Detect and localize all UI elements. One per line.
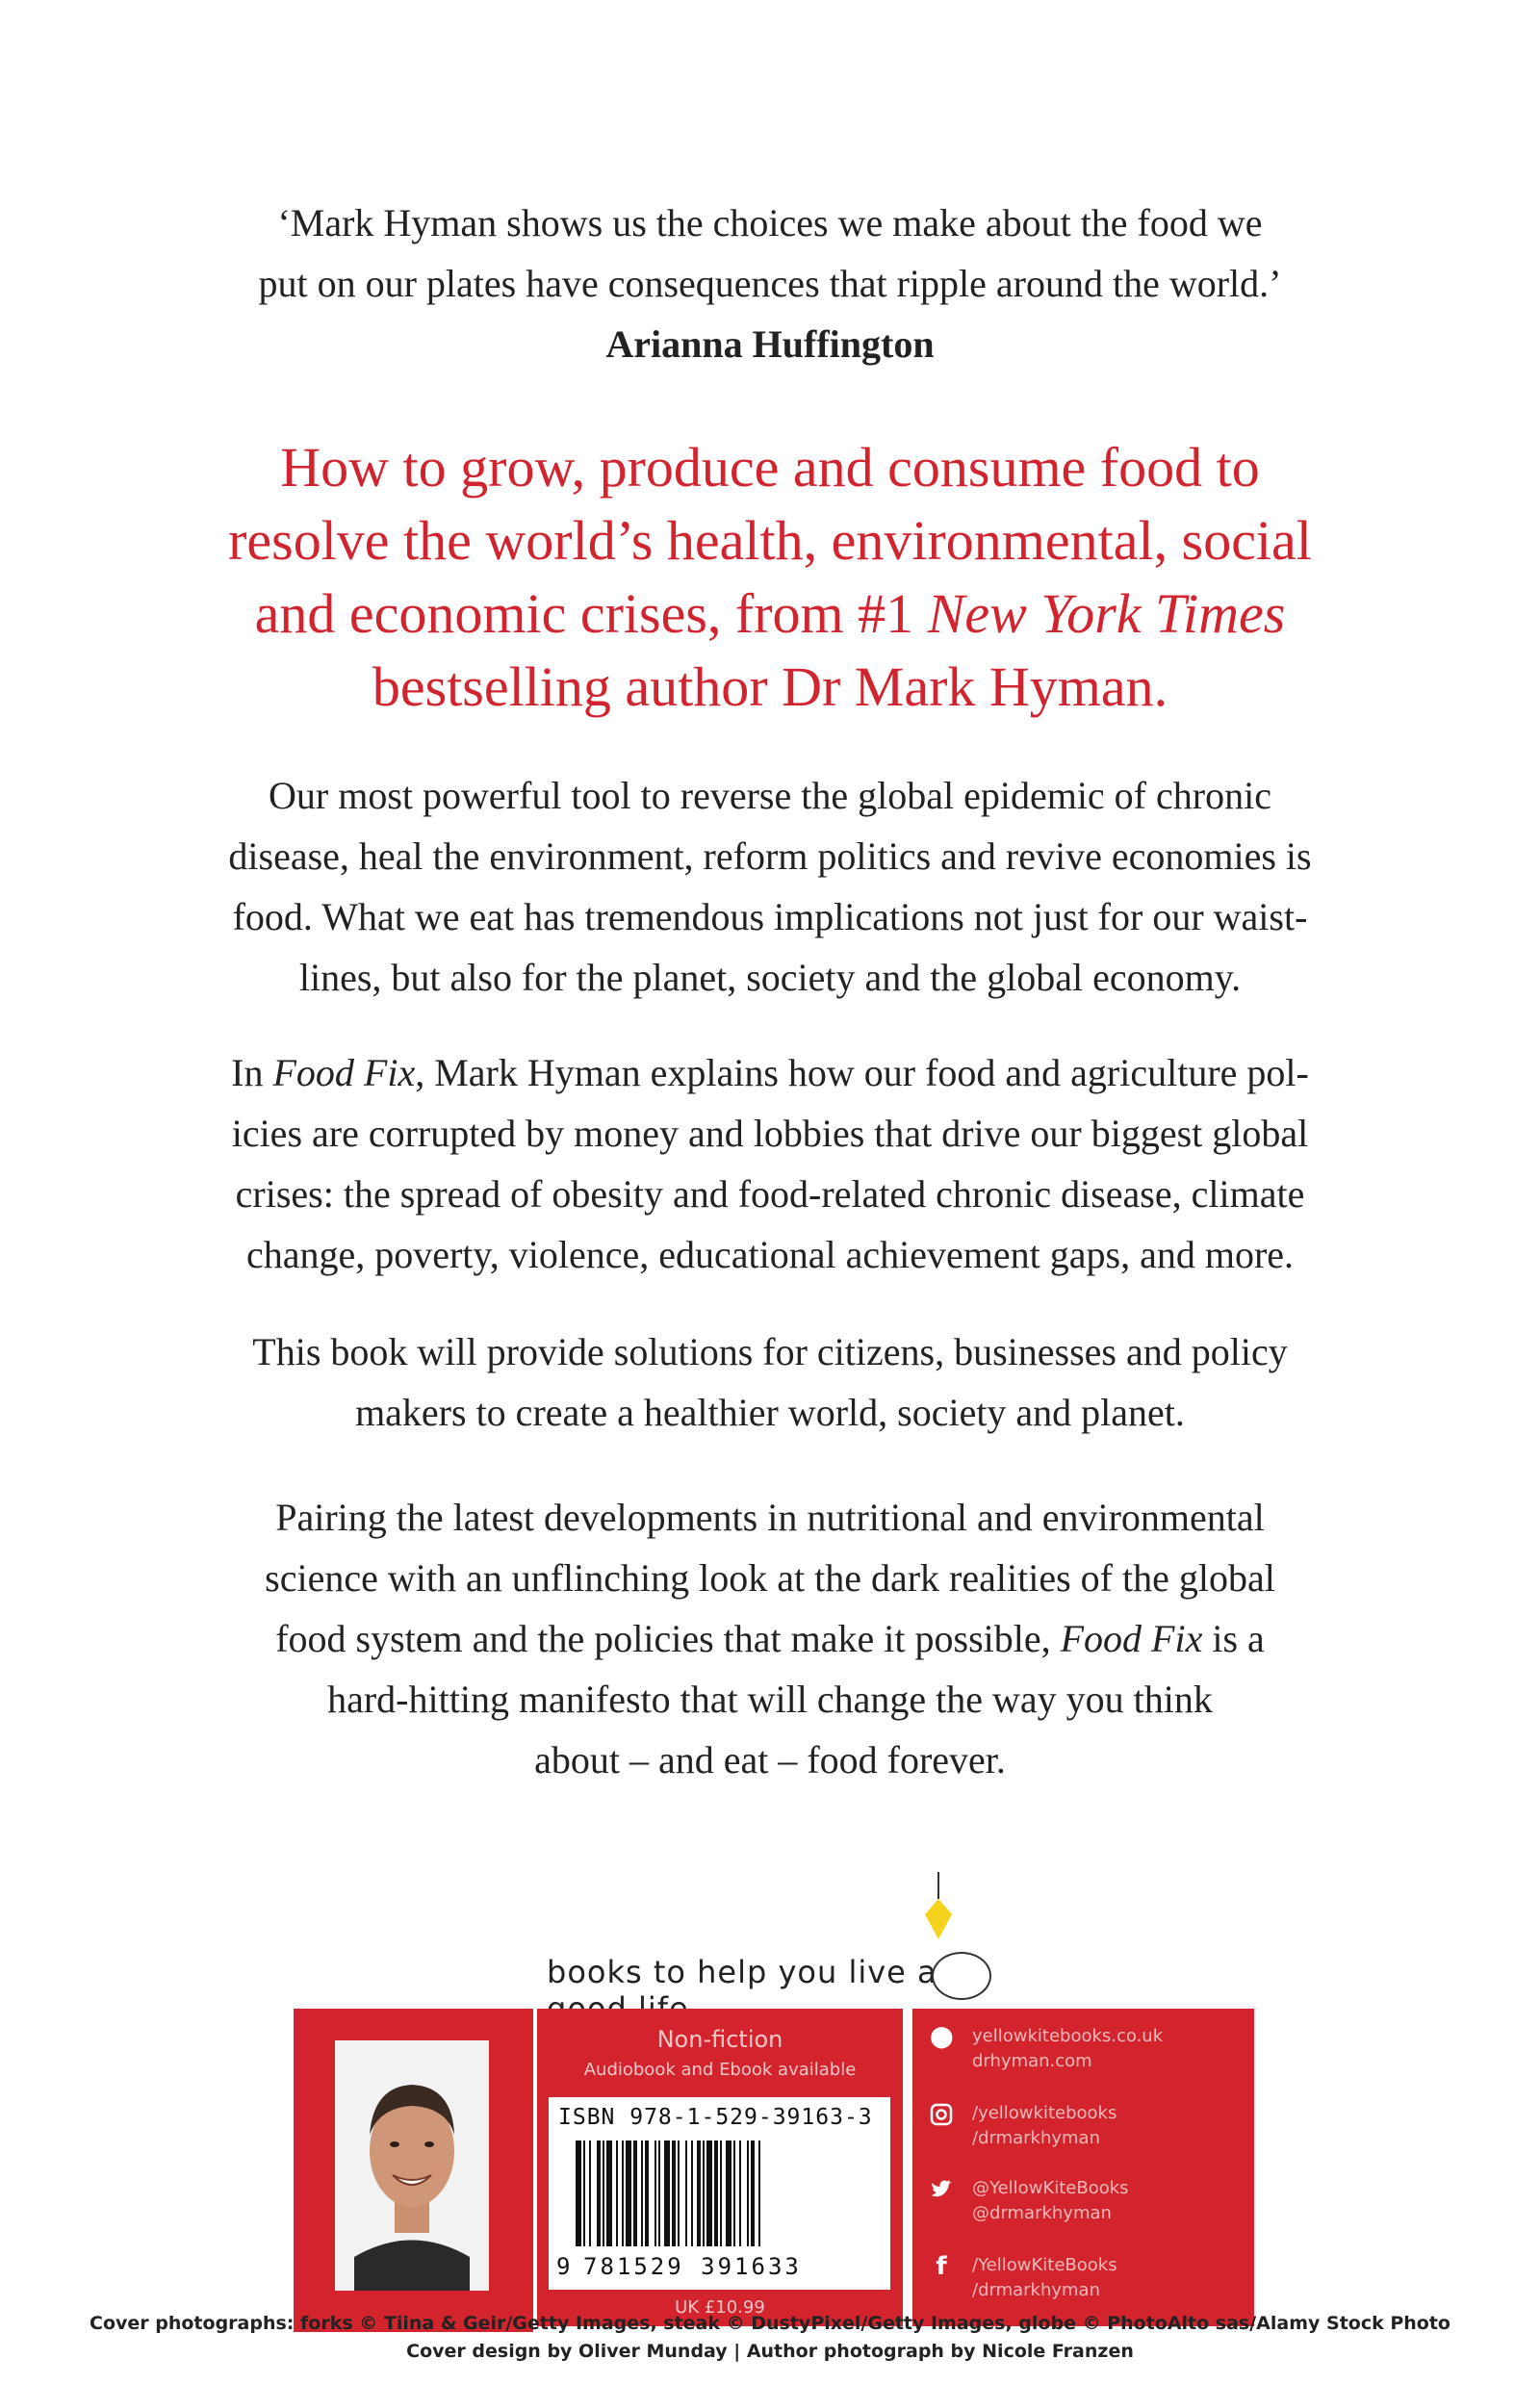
tagline-line: bestselling author Dr Mark Hyman.: [372, 655, 1168, 718]
social-line: @YellowKiteBooks: [972, 2178, 1129, 2198]
social-panel: [912, 2009, 1254, 2326]
blurb-line: icies are corrupted by money and lobbies that drive our biggest global: [231, 1112, 1309, 1155]
blurb-text: , Mark Hyman explains how our food and agriculture pol-: [415, 1051, 1309, 1094]
barcode-first-digit: 9: [556, 2253, 571, 2280]
publisher-slogan: books to help you live a: [547, 1954, 937, 1990]
tagline-text: and economic crises, from #1: [254, 582, 928, 645]
blurb-paragraph-4: [154, 1487, 1386, 1790]
author-photo-frame: [294, 2009, 533, 2332]
social-line: @drmarkhyman: [972, 2203, 1112, 2223]
price-label: UK £10.99: [675, 2297, 765, 2318]
cover-credits: [0, 2310, 1540, 2366]
blurb-line: makers to create a healthier world, society and planet.: [355, 1391, 1185, 1434]
blurb-line: Our most powerful tool to reverse the global epidemic of chronic: [269, 774, 1271, 817]
blurb-line: change, poverty, violence, educational achievement gaps, and more.: [245, 1233, 1295, 1276]
social-line: drhyman.com: [972, 2051, 1092, 2071]
social-line: /yellowkitebooks: [972, 2103, 1117, 2123]
blurb-line: This book will provide solutions for citizens, businesses and policy: [252, 1330, 1288, 1373]
endorsement-quote: [144, 192, 1396, 374]
genre-label: Non-fiction: [656, 2026, 783, 2053]
blurb-line: [154, 1042, 1386, 1103]
blurb-paragraph-1: [154, 765, 1386, 1008]
blurb-line: hard-hitting manifesto that will change the way you think: [327, 1678, 1213, 1721]
isbn-label: ISBN 978-1-529-39163-3: [558, 2105, 873, 2130]
tagline-line: resolve the world’s health, environmental, social: [228, 509, 1312, 572]
blurb-line: [154, 1608, 1386, 1669]
barcode-digits: 781529 391633: [583, 2253, 802, 2280]
twitter-icon: [930, 2178, 953, 2201]
facebook-icon: f: [936, 2252, 947, 2281]
book-title: Food Fix: [1060, 1617, 1203, 1660]
blurb-text: In: [231, 1051, 273, 1094]
quote-attribution: Arianna Huffington: [605, 322, 935, 366]
blurb-text: is a: [1202, 1617, 1265, 1660]
blurb-text: food system and the policies that make it possible,: [275, 1617, 1061, 1660]
blurb-line: about – and eat – food forever.: [534, 1738, 1006, 1782]
tagline-line: How to grow, produce and consume food to: [280, 436, 1260, 499]
blurb-line: disease, heal the environment, reform politics and revive economies is: [228, 834, 1312, 878]
blurb-line: crises: the spread of obesity and food-related chronic disease, climate: [235, 1172, 1305, 1216]
credits-line: Cover photographs: forks © Tiina & Geir/Getty Images, steak © DustyPixel/Getty Images, globe © PhotoAlto sas/Alamy Stock Photo: [90, 2313, 1450, 2334]
credits-line: Cover design by Oliver Munday | Author photograph by Nicole Franzen: [406, 2341, 1134, 2362]
blurb-line: Pairing the latest developments in nutritional and environmental: [275, 1496, 1265, 1539]
social-line: /drmarkhyman: [972, 2128, 1100, 2148]
product-info-panel: [537, 2009, 903, 2326]
book-title: Food Fix: [272, 1051, 416, 1094]
tagline: [116, 431, 1424, 724]
barcode-box: [549, 2097, 890, 2290]
blurb-line: science with an unflinching look at the dark realities of the global: [265, 1556, 1275, 1600]
formats-label: Audiobook and Ebook available: [583, 2060, 857, 2080]
social-line: /YellowKiteBooks: [972, 2255, 1117, 2275]
tagline-line: [116, 577, 1424, 651]
blurb-paragraph-3: [154, 1321, 1386, 1443]
location-pin-icon: ⬤: [930, 2025, 954, 2049]
author-portrait-icon: [335, 2040, 489, 2291]
quote-line: put on our plates have consequences that ripple around the world.’: [258, 262, 1282, 305]
barcode-icon: [558, 2140, 881, 2251]
blurb-line: food. What we eat has tremendous implications not just for our waist-: [232, 895, 1308, 938]
social-line: yellowkitebooks.co.uk: [972, 2026, 1164, 2046]
social-line: /drmarkhyman: [972, 2280, 1100, 2300]
newspaper-title: New York Times: [927, 582, 1286, 645]
quote-line: ‘Mark Hyman shows us the choices we make about the food we: [277, 201, 1263, 244]
blurb-paragraph-2: [154, 1042, 1386, 1285]
blurb-line: lines, but also for the planet, society and the global economy.: [298, 956, 1242, 999]
kite-logo-icon: [919, 1872, 958, 1959]
instagram-icon: [930, 2103, 953, 2126]
slogan-circle-mark: [932, 1952, 991, 2000]
author-photo: [335, 2040, 489, 2291]
